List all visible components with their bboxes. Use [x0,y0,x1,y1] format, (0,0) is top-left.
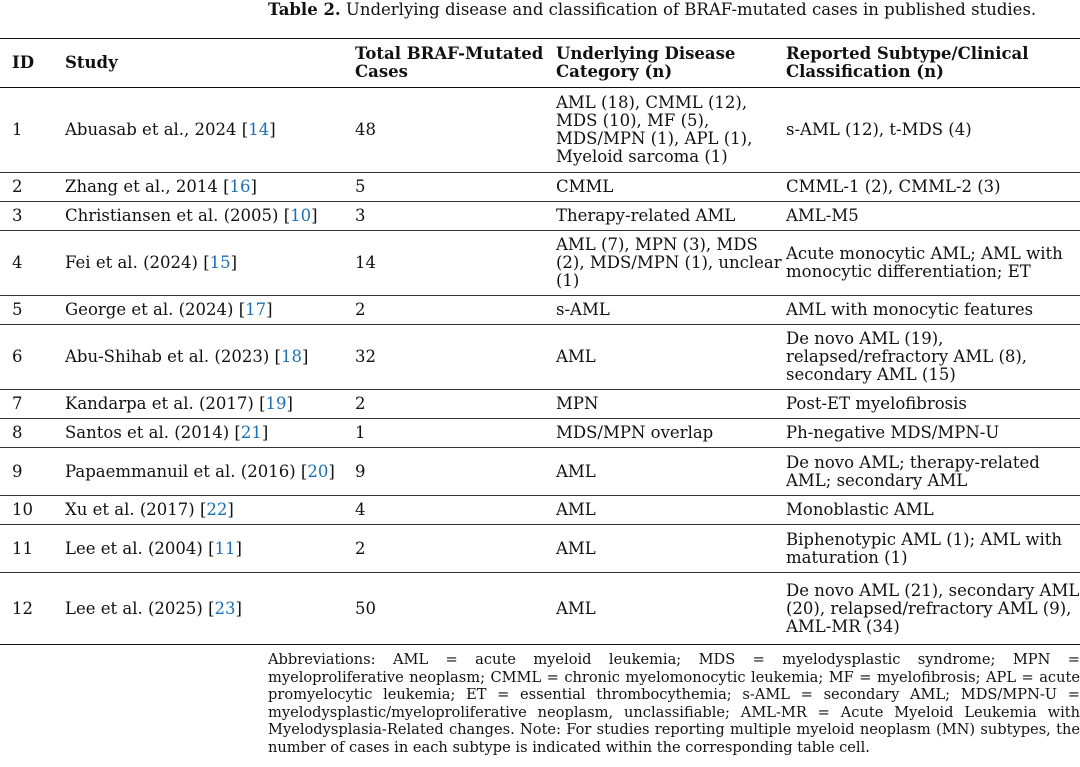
ref-close: ] [227,500,234,519]
header-subtype: Reported Subtype/Clinical Classification (n) [786,44,1029,81]
table-body [0,88,1080,645]
cell-id: 11 [12,538,33,558]
reference-link[interactable]: 23 [214,598,236,618]
cell-subtype: s-AML (12), t-MDS (4) [786,120,972,139]
cell-subtype: AML-M5 [786,206,859,225]
cell-total: 4 [355,500,366,519]
table-row [0,202,1080,231]
table-row [0,419,1080,448]
study-text: Lee et al. (2025) [ [65,598,215,618]
cell-category: AML [556,538,596,558]
reference-link[interactable]: 19 [265,394,287,413]
cell-id: 10 [12,500,33,519]
cell-subtype: De novo AML; therapy-related AML; secondary AML [786,452,1040,490]
cell-category: AML (7), MPN (3), MDS (2), MDS/MPN (1), unclear (1) [556,235,782,290]
reference-link[interactable]: 22 [206,500,228,519]
cell-id: 9 [12,461,23,481]
header-study: Study [65,53,118,72]
table-row [0,496,1080,525]
cell-subtype: AML with monocytic features [786,300,1034,319]
cell-study [65,573,355,645]
reference-link[interactable]: 10 [290,206,312,225]
ref-close: ] [230,253,238,272]
cell-study [65,525,355,573]
cell-study [65,88,355,173]
cell-total: 14 [355,253,376,272]
cell-study [65,496,355,525]
cell-category: MDS/MPN overlap [556,423,714,442]
ref-close: ] [286,394,293,413]
cell-id: 3 [12,206,23,225]
study-text: Fei et al. (2024) [ [65,253,210,272]
cell-total: 2 [355,394,366,413]
cell-subtype: De novo AML (19), relapsed/refractory AML (8), secondary AML (15) [786,329,1028,384]
cell-study [65,390,355,419]
reference-link[interactable]: 11 [214,538,236,558]
reference-link[interactable]: 18 [280,347,302,366]
cell-subtype: Acute monocytic AML; AML with monocytic differentiation; ET [786,244,1063,281]
table-row [0,448,1080,496]
table-row [0,173,1080,202]
caption-label: Table 2. [268,0,341,19]
cell-study [65,202,355,231]
cell-id: 5 [12,300,23,319]
ref-close: ] [235,598,242,618]
cell-category: CMML [556,177,614,196]
study-text: Lee et al. (2004) [ [65,538,215,558]
table-header [0,39,1080,88]
table-row [0,390,1080,419]
ref-close: ] [301,347,309,366]
cell-subtype: CMML-1 (2), CMML-2 (3) [786,177,1001,196]
cell-category: AML (18), CMML (12), MDS (10), MF (5), MDS/MPN (1), APL (1), Myeloid sarcoma (1) [556,93,753,166]
reference-link[interactable]: 16 [229,177,251,196]
cell-category: Therapy-related AML [556,206,736,225]
ref-close: ] [266,300,273,319]
study-text: Abuasab et al., 2024 [ [65,120,249,139]
header-row [0,39,1080,88]
cell-total: 3 [355,206,366,225]
table-row [0,296,1080,325]
cell-id: 2 [12,177,23,196]
header-id: ID [12,53,35,72]
reference-link[interactable]: 21 [240,423,262,442]
table-row [0,231,1080,296]
cell-subtype: Post-ET myelofibrosis [786,394,967,413]
study-text: George et al. (2024) [ [65,300,246,319]
cell-study [65,448,355,496]
cell-category: AML [556,347,596,366]
study-text: Zhang et al., 2014 [ [65,177,230,196]
ref-close: ] [235,538,242,558]
cell-total: 1 [355,423,366,442]
table-footnote: Abbreviations: AML = acute myeloid leukemia; MDS = myelodysplastic syndrome; MPN = myeloproliferative neoplasm; CMML = chronic myelomonocytic leukemia; MF = myelofibrosis; APL = acute promyelocytic leukemia; ET = essential thrombocythemia; s-AML = secondary AML; MDS/MPN-U = myelodysplastic/myeloproliferative neoplasm, unclassifiable; AML-MR = Acute Myeloid Leukemia with Myelodysplasia-Related changes. Note: For studies reporting multiple myeloid neoplasm (MN) subtypes, the number of cases in each subtype is indicated within the corresponding table cell. [268,651,1080,756]
ref-close: ] [311,206,318,225]
cell-id: 1 [12,120,23,139]
cell-id: 8 [12,423,23,442]
study-text: Christiansen et al. (2005) [ [65,206,291,225]
cell-study [65,296,355,325]
table-caption [268,0,1080,20]
cell-total: 50 [355,598,376,618]
cell-category: MPN [556,394,599,413]
study-text: Kandarpa et al. (2017) [ [65,394,266,413]
study-text: Papaemmanuil et al. (2016) [ [65,461,308,481]
cell-subtype: Ph-negative MDS/MPN-U [786,423,1000,442]
study-text: Santos et al. (2014) [ [65,423,241,442]
cell-total: 2 [355,538,366,558]
braf-table [0,38,1080,645]
cell-study [65,231,355,296]
reference-link[interactable]: 17 [245,300,267,319]
ref-close: ] [328,461,335,481]
table-row [0,325,1080,390]
cell-subtype: De novo AML (21), secondary AML (20), relapsed/refractory AML (9), AML-MR (34) [786,580,1080,636]
study-text: Xu et al. (2017) [ [65,500,207,519]
cell-study [65,419,355,448]
cell-category: AML [556,500,596,519]
ref-close: ] [269,120,276,139]
table-row [0,88,1080,173]
cell-subtype: Monoblastic AML [786,500,934,519]
reference-link[interactable]: 20 [307,461,329,481]
cell-id: 7 [12,394,23,413]
cell-id: 6 [12,347,23,366]
header-category: Underlying Disease Category (n) [556,44,736,81]
reference-link[interactable]: 14 [248,120,270,139]
table-row [0,573,1080,645]
cell-study [65,173,355,202]
cell-total: 32 [355,347,376,366]
cell-subtype: Biphenotypic AML (1); AML with maturation (1) [786,529,1063,567]
study-text: Abu-Shihab et al. (2023) [ [65,347,281,366]
cell-category: AML [556,598,596,618]
cell-id: 12 [12,598,33,618]
cell-total: 5 [355,177,366,196]
reference-link[interactable]: 15 [209,253,231,272]
ref-close: ] [261,423,269,442]
cell-total: 2 [355,300,366,319]
cell-category: AML [556,461,596,481]
ref-close: ] [250,177,257,196]
table-row [0,525,1080,573]
cell-total: 48 [355,120,376,139]
cell-total: 9 [355,461,366,481]
cell-study [65,325,355,390]
cell-id: 4 [12,253,23,272]
cell-category: s-AML [556,300,610,319]
caption-text: Underlying disease and classification of BRAF-mutated cases in published studies. [340,0,1037,19]
header-total: Total BRAF-Mutated Cases [355,44,544,81]
